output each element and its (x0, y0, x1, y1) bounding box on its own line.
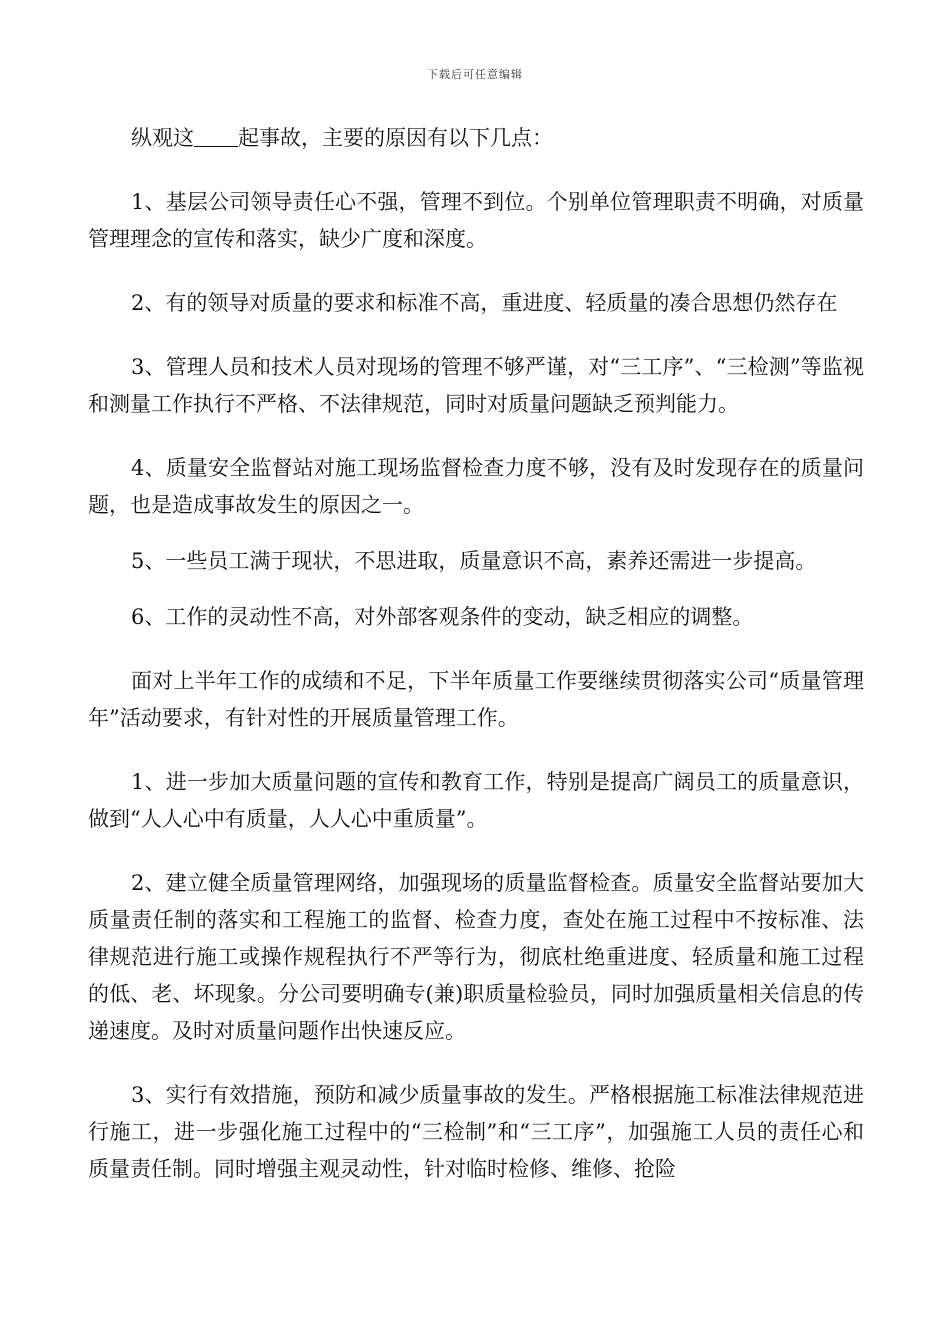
intro-paragraph (88, 120, 864, 157)
measure-paragraph-1: 1、进一步加大质量问题的宣传和教育工作，特别是提高广阔员工的质量意识，做到“人人心中有质量，人人心中重质量”。 (88, 770, 864, 831)
cause-paragraph-5: 5、一些员工满于现状，不思进取，质量意识不高，素养还需进一步提高。 (131, 549, 817, 573)
cause-paragraph-3: 3、管理人员和技术人员对现场的管理不够严谨，对“三工序”、“三检测”等监视和测量工作执行不严格、不法律规范，同时对质量问题缺乏预判能力。 (88, 355, 864, 416)
cause-paragraph-4: 4、质量安全监督站对施工现场监督检查力度不够，没有及时发现存在的质量问题，也是造成事故发生的原因之一。 (88, 456, 864, 517)
blank-underline (194, 124, 238, 147)
measure-paragraph-3: 3、实行有效措施，预防和减少质量事故的发生。严格根据施工标准法律规范进行施工，进一步强化施工过程中的“三检制”和“三工序”，加强施工人员的责任心和质量责任制。同时增强主观灵动性，针对临时检修、维修、抢险 (88, 1083, 864, 1181)
intro-text-before-blank: 纵观这 (131, 126, 194, 150)
measure-paragraph-2: 2、建立健全质量管理网络，加强现场的质量监督检查。质量安全监督站要加大质量责任制的落实和工程施工的监督、检查力度，查处在施工过程中不按标准、法律规范进行施工或操作规程执行不严等行为，彻底杜绝重进度、轻质量和施工过程的低、老、坏现象。分公司要明确专(兼)职质量检验员，同时加强质量相关信息的传递速度。及时对质量问题作出快速反应。 (88, 871, 864, 1043)
cause-paragraph-1: 1、基层公司领导责任心不强，管理不到位。个别单位管理职责不明确，对质量管理理念的宣传和落实，缺少广度和深度。 (88, 190, 864, 251)
document-body (88, 120, 864, 1188)
intro-text-after-blank: 起事故，主要的原因有以下几点： (238, 126, 553, 150)
transition-paragraph: 面对上半年工作的成绩和不足，下半年质量工作要继续贯彻落实公司“质量管理年”活动要求，有针对性的开展质量管理工作。 (88, 669, 864, 730)
cause-paragraph-6: 6、工作的灵动性不高，对外部客观条件的变动，缺乏相应的调整。 (131, 605, 754, 629)
page-header: 下载后可任意编辑 (427, 68, 523, 81)
cause-paragraph-2: 2、有的领导对质量的要求和标准不高，重进度、轻质量的凑合思想仍然存在 (131, 291, 838, 315)
